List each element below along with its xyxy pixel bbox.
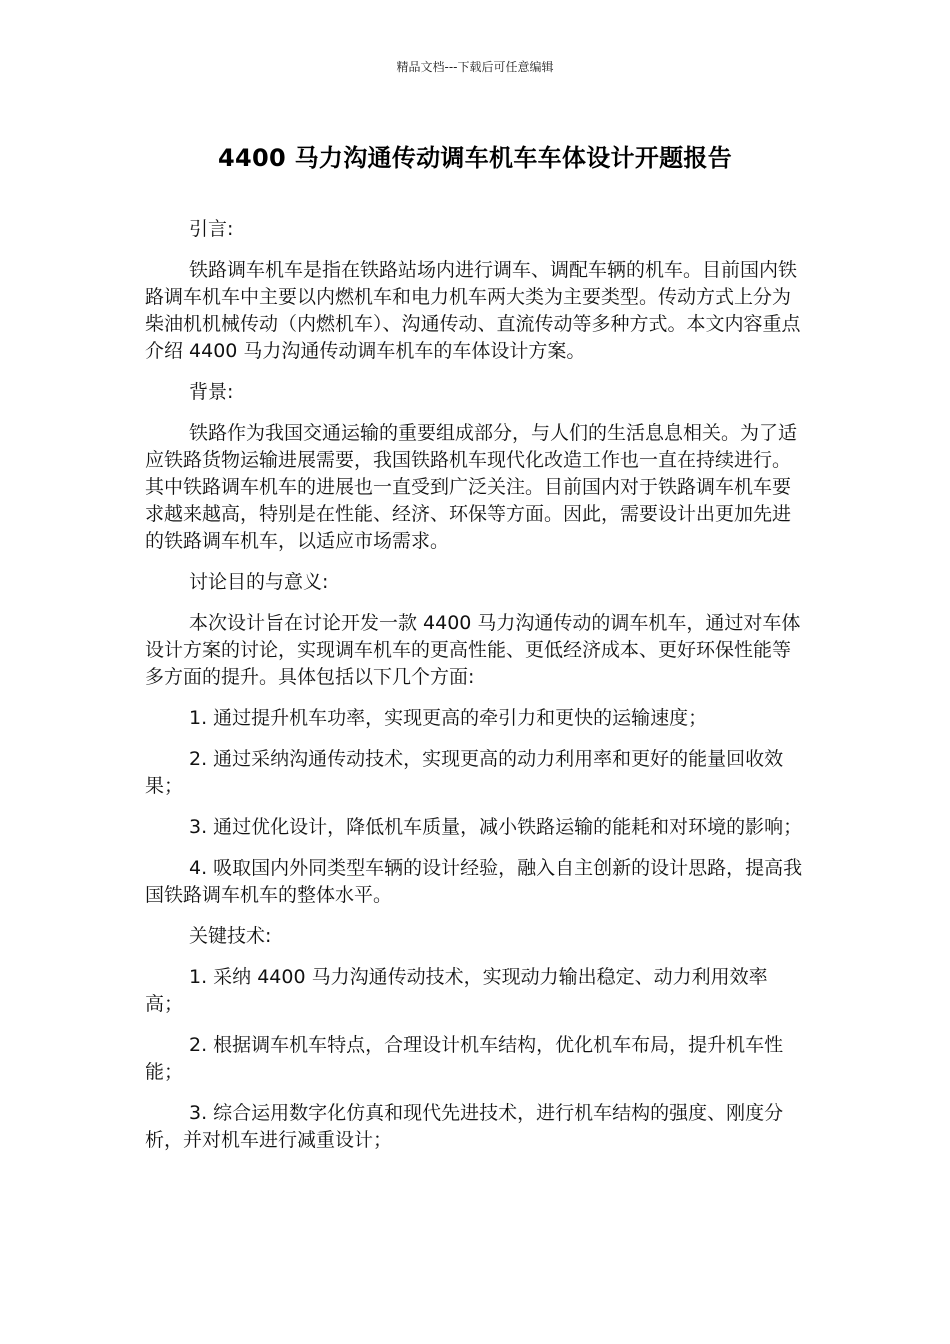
purpose-item-3: 3. 通过优化设计，降低机车质量，减小铁路运输的能耗和对环境的影响；: [189, 816, 803, 838]
background-paragraph: 铁路作为我国交通运输的重要组成部分，与人们的生活息息相关。为了适应铁路货物运输进展需要，我国铁路机车现代化改造工作也一直在持续进行。其中铁路调车机车的进展也一直受到广泛关注。目前国内对于铁路调车机车要求越来越高，特别是在性能、经济、环保等方面。因此，需要设计出更加先进的铁路调车机车，以适应市场需求。: [145, 422, 798, 552]
tech-item-2: 2. 根据调车机车特点，合理设计机车结构，优化机车布局，提升机车性能；: [145, 1034, 784, 1083]
background-heading: 背景:: [189, 381, 234, 403]
header-note: 精品文档---下载后可任意编辑: [396, 60, 554, 74]
purpose-item-2: 2. 通过采纳沟通传动技术，实现更高的动力利用率和更好的能量回收效果；: [145, 748, 784, 797]
document-title: 4400 马力沟通传动调车机车车体设计开题报告: [217, 144, 733, 172]
tech-heading: 关键技术:: [189, 925, 272, 947]
document-body: [145, 216, 805, 1168]
purpose-item-1: 1. 通过提升机车功率，实现更高的牵引力和更快的运输速度；: [189, 707, 708, 729]
purpose-item-4: 4. 吸取国内外同类型车辆的设计经验，融入自主创新的设计思路，提高我国铁路调车机车的整体水平。: [145, 857, 803, 906]
intro-heading: 引言:: [189, 218, 234, 240]
intro-paragraph: 铁路调车机车是指在铁路站场内进行调车、调配车辆的机车。目前国内铁路调车机车中主要以内燃机车和电力机车两大类为主要类型。传动方式上分为柴油机机械传动（内燃机车）、沟通传动、直流传动等多种方式。本文内容重点介绍 4400 马力沟通传动调车机车的车体设计方案。: [145, 259, 801, 362]
tech-item-1: 1. 采纳 4400 马力沟通传动技术，实现动力输出稳定、动力利用效率高；: [145, 966, 768, 1015]
purpose-heading: 讨论目的与意义:: [189, 571, 329, 593]
purpose-paragraph: 本次设计旨在讨论开发一款 4400 马力沟通传动的调车机车，通过对车体设计方案的讨论，实现调车机车的更高性能、更低经济成本、更好环保性能等多方面的提升。具体包括以下几个方面:: [145, 612, 801, 688]
tech-item-3: 3. 综合运用数字化仿真和现代先进技术，进行机车结构的强度、刚度分析，并对机车进行减重设计；: [145, 1102, 784, 1151]
